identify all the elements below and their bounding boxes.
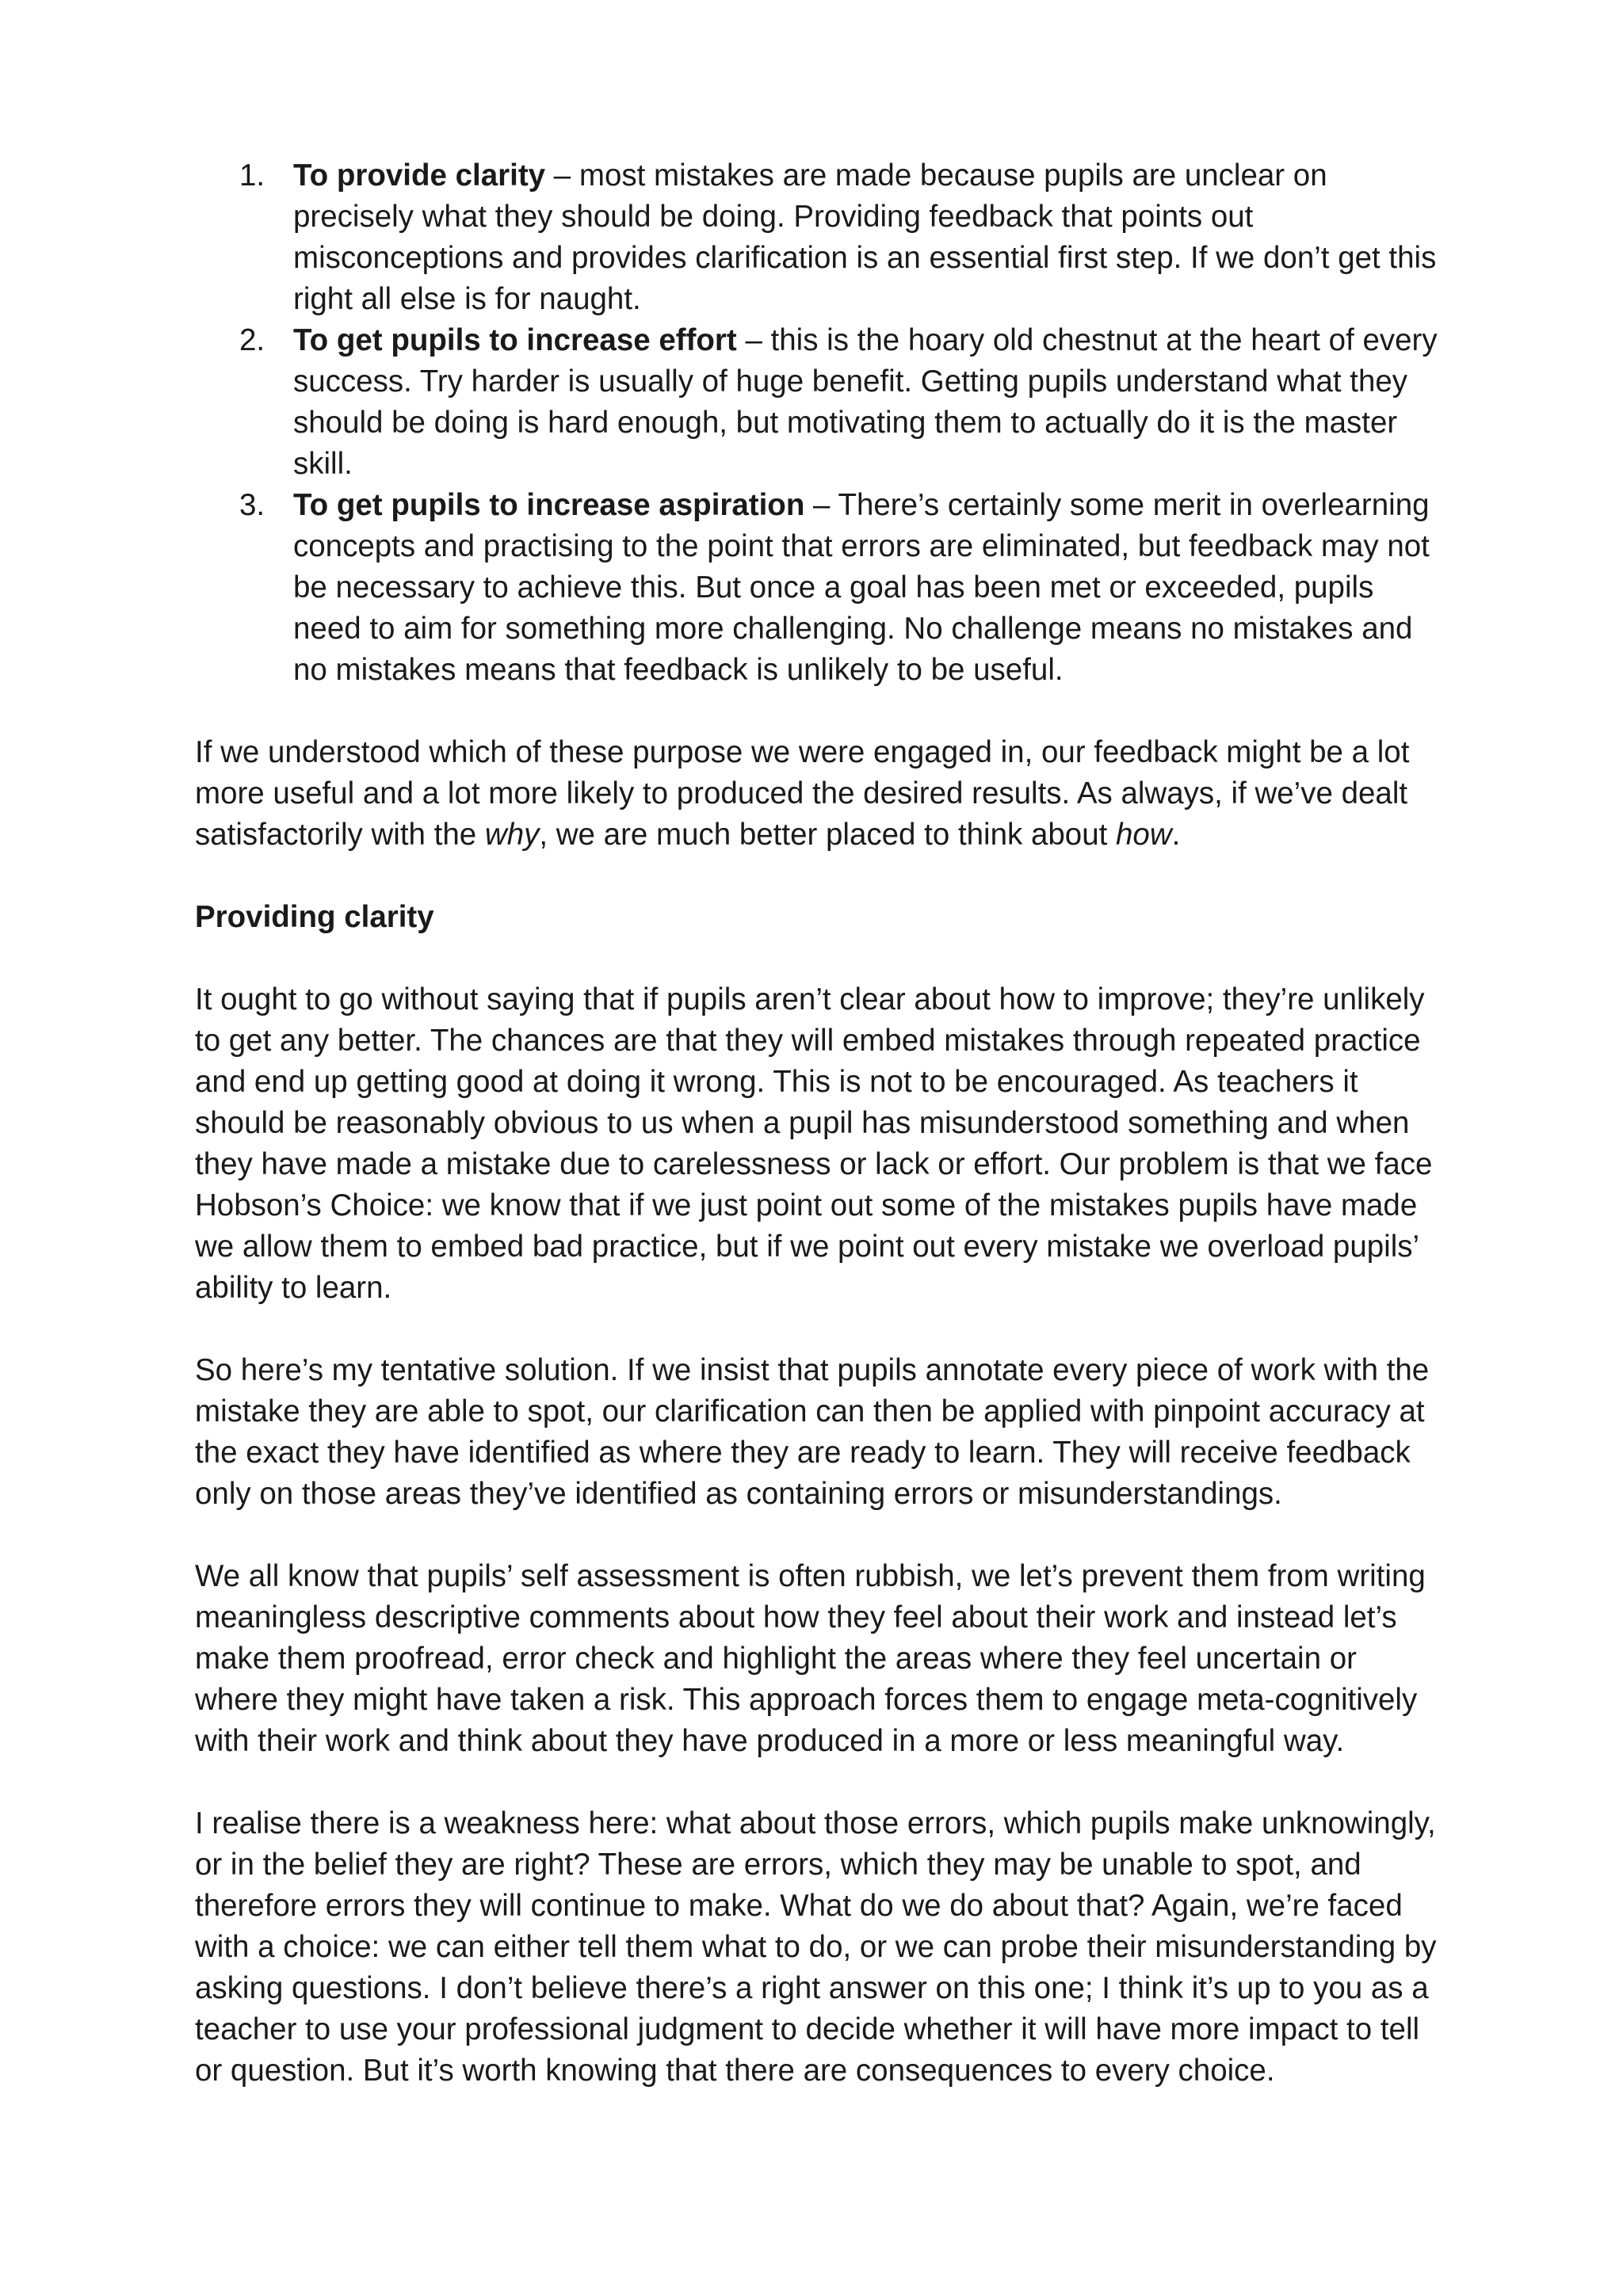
list-item [239, 155, 1447, 320]
list-item [239, 485, 1447, 691]
body-paragraph: So here’s my tentative solution. If we insist that pupils annotate every piece of work with the mistake they are able to spot, our clarification can then be applied with pinpoint accuracy at the exact they have identified as where they are ready to learn. They will receive feedback only on those areas they’ve identified as containing errors or misunderstandings. [195, 1353, 1430, 1511]
list-item-text: – There’s certainly some merit in overlearning concepts and practising to the point that errors are eliminated, but feedback may not be necessary to achieve this. But once a goal has been met or exceeded, pupils need to aim for something more challenging. No challenge means no mistakes and no mistakes means that feedback is unlikely to be useful. [293, 488, 1430, 687]
body-paragraph: I realise there is a weakness here: what about those errors, which pupils make unknowingly, or in the belief they are right? These are errors, which they may be unable to spot, and therefore errors they will continue to make. What do we do about that? Again, we’re faced with a choice: we can either tell them what to do, or we can probe their misunderstanding by asking questions. I don’t believe there’s a right answer on this one; I think it’s up to you as a teacher to use your professional judgment to decide whether it will have more impact to tell or question. But it’s worth knowing that there are consequences to every choice. [195, 1806, 1437, 2088]
spacer [195, 1762, 1447, 1803]
intro-paragraph [195, 732, 1447, 856]
intro-text-1: If we understood which of these purpose we were engaged in, our feedback might be a lot more useful and a lot more likely to produced the desired results. As always, if we’ve dealt satisfactorily with the [195, 735, 1410, 852]
body-paragraph: It ought to go without saying that if pupils aren’t clear about how to improve; they’re unlikely to get any better. The chances are that they will embed mistakes through repeated practice and end up getting good at doing it wrong. This is not to be encouraged. As teachers it should be reasonably obvious to us when a pupil has misunderstood something and when they have made a mistake due to carelessness or lack or effort. Our problem is that we face Hobson’s Choice: we know that if we just point out some of the mistakes pupils have made we allow them to embed bad practice, but if we point out every mistake we overload pupils’ ability to learn. [195, 982, 1433, 1305]
list-item-text: – this is the hoary old chestnut at the heart of every success. Try harder is usually of huge benefit. Getting pupils understand what they should be doing is hard enough, but motivating them to actually do it is the master skill. [293, 323, 1438, 481]
intro-how: how [1116, 818, 1172, 852]
section-heading [195, 897, 1447, 938]
list-item-title: To get pupils to increase aspiration [293, 488, 805, 522]
list-number: 3. [239, 488, 265, 522]
list-number: 2. [239, 323, 265, 357]
list-item-text: – most mistakes are made because pupils are unclear on precisely what they should be doing. Providing feedback that points out misconceptions and provides clarification is an essential first step. If we don’t get this right all else is for naught. [293, 158, 1437, 316]
intro-text-2: , we are much better placed to think about [539, 818, 1117, 852]
intro-text-3: . [1171, 818, 1181, 852]
section-heading-text: Providing clarity [195, 900, 434, 934]
list-item-title: To get pupils to increase effort [293, 323, 737, 357]
body-paragraph: We all know that pupils’ self assessment is often rubbish, we let’s prevent them from writing meaningless descriptive comments about how they feel about their work and instead let’s make them proofread, error check and highlight the areas where they feel uncertain or where they might have taken a risk. This approach forces them to engage meta-cognitively with their work and think about they have produced in a more or less meaningful way. [195, 1559, 1426, 1758]
list-number: 1. [239, 158, 265, 193]
intro-why: why [484, 818, 540, 852]
document-page [195, 155, 1447, 2092]
spacer [195, 856, 1447, 897]
purposes-list [195, 155, 1447, 691]
spacer [195, 691, 1447, 732]
spacer [195, 1309, 1447, 1350]
list-item-title: To provide clarity [293, 158, 546, 193]
spacer [195, 1515, 1447, 1556]
list-item [239, 320, 1447, 485]
spacer [195, 938, 1447, 979]
